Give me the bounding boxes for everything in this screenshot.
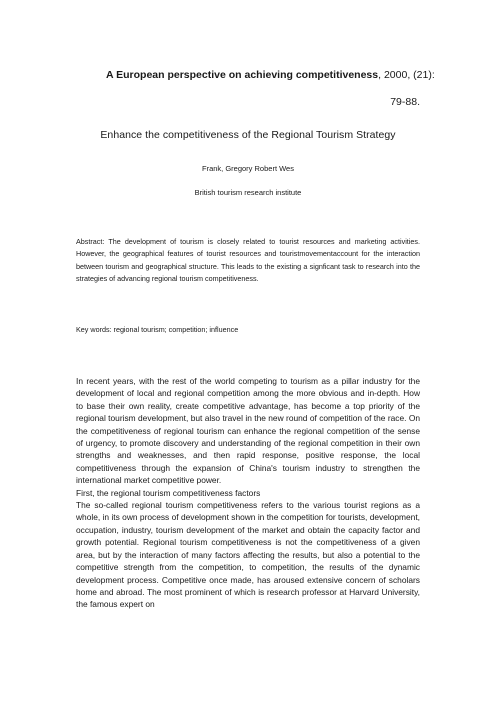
journal-title: A European perspective on achieving competitiveness xyxy=(106,69,379,81)
abstract: Abstract: The development of tourism is closely related to tourist resources and marketing activities. However, the geographical features of tourist resources and touristmovementaccount for the interaction between tourism and geographical structure. This leads to the existing a signficant task to research into the strategies of advancing regional tourism competitiveness. xyxy=(76,237,420,284)
section-heading: First, the regional tourism competitiveness factors xyxy=(76,487,261,498)
body-paragraph: The so-called regional tourism competitiveness refers to the various tourist regions as a whole, in its own process of development shown in the competition for tourists, development, occupation, industry, tourism development of the market and obtain the capacity factor and growth potential. Regional tourism competitiveness is not the competitiveness of a given area, but by the interaction of many factors affecting the results, but also a potential to the competitive strength from the competition, to competition, the results of the dynamic development process. Competitive once made, has aroused extensive concern of scholars home and abroad. The most prominent of which is research professor at Harvard University, the famous expert on xyxy=(76,500,420,610)
author-names: Frank, Gregory Robert Wes xyxy=(202,164,294,173)
journal-pages: 79-88. xyxy=(390,96,420,108)
journal-citation xyxy=(106,68,435,82)
journal-details: , 2000, (21): xyxy=(378,69,435,81)
author-affiliation: British tourism research institute xyxy=(194,188,302,197)
keywords: Key words: regional tourism; competition; influence xyxy=(76,325,239,334)
body-text xyxy=(76,375,420,611)
article-title: Enhance the competitiveness of the Regional Tourism Strategy xyxy=(100,129,396,141)
body-paragraph: In recent years, with the rest of the world competing to tourism as a pillar industry for the development of local and regional competition among the more obvious and in-depth. How to base their own reality, create competitive advantage, has become a top priority of the regional tourism development, but also travel in the new round of competition of the race. On the competitiveness of regional tourism can enhance the regional competition of the sense of urgency, to promote discovery and understanding of the regional competition in their own strengths and weaknesses, and then rapid response, positive response, the local competitiveness through the expansion of China's tourism industry to strengthen the international market competitive power. xyxy=(76,376,420,486)
